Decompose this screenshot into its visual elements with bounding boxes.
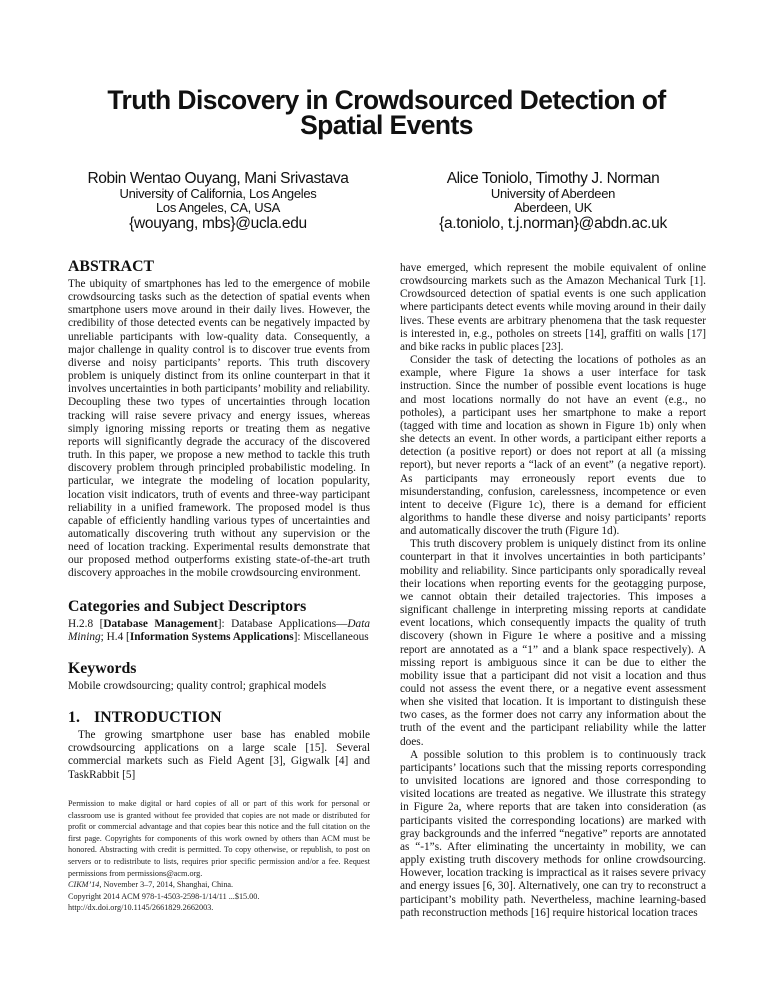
title-line-1: Truth Discovery in Crowdsourced Detection of: [107, 85, 666, 115]
paper-title: [60, 85, 713, 140]
author-affiliation: University of Aberdeen: [490, 186, 616, 201]
copyright-line: Copyright 2014 ACM 978-1-4503-2598-1/14/11 ...$15.00.: [68, 891, 260, 901]
abstract-text: The ubiquity of smartphones has led to the emergence of mobile crowdsourcing tasks such as the detection of spatial events when smartphone users move around in their daily lives. However, the credibility of those detected events can be negatively impacted by unreliable participants with low-quality data. Consequently, a major challenge in quality control is to discover true events from diverse and noisy participants’ reports. This truth discovery problem is uniquely distinct from its online counterpart in that it involves uncertainties in both participants’ mobility and reliability. Decoupling these two types of uncertainties through location tracking will raise severe privacy and energy issues, whereas simply ignoring missing reports or treating them as negative reports will significantly degrade the accuracy of the discovered truth. In this paper, we propose a new method to tackle this truth discovery problem through principled probabilistic modeling. In particular, we integrate the modeling of location popularity, location visit indicators, truth of events and three-way participant reliability in a unified framework. The proposed model is thus capable of efficiently handling various types of uncertainties and automatically discovering truth without any supervision or the need of location tracking. Experimental results demonstrate that our proposed method outperforms existing state-of-the-art truth discovery approaches in the mobile crowdsourcing environment.: [68, 278, 370, 580]
intro-paragraph-1-continued: have emerged, which represent the mobile equivalent of online crowdsourcing markets such as the Amazon Mechanical Turk [1]. Crowdsourced detection of spatial events is one such application where participants detect events while moving around in their daily lives. These events are arbitrary phenomena that the task requester is interested in, e.g., potholes on streets [14], graffiti on walls [17] and bike racks in public places [23].: [400, 262, 706, 353]
author-names: Alice Toniolo, Timothy J. Norman: [446, 170, 660, 187]
left-column: [68, 258, 370, 782]
doi-link[interactable]: http://dx.doi.org/10.1145/2661829.2662003.: [68, 903, 214, 913]
section-number: 1.: [68, 709, 81, 727]
intro-paragraph-2: Consider the task of detecting the locations of potholes as an example, where Figure 1a shows a user interface for task instruction. Since the number of possible event locations is huge and most locations normally do not have an event (e.g., no potholes), a participant uses her smartphone to make a report (tagged with time and location as shown in Figure 1b) only when she detects an event. In other words, a participant either reports a detection (a positive report) or does not report at all (a missing report), but never reports a “lack of an event” (a negative report). As participants may erroneously report events due to misunderstanding, confusion, carelessness, incompetence or even intent to deceive (Figure 1c), there is a demand for efficient algorithms to handle these diverse and noisy participants’ reports and automatically discover the truth (Figure 1d).: [400, 354, 706, 538]
author-names: Robin Wentao Ouyang, Mani Srivastava: [87, 170, 349, 187]
introduction-heading: [68, 709, 370, 727]
author-location: Aberdeen, UK: [513, 200, 593, 215]
right-column: [400, 262, 706, 920]
intro-paragraph-3: This truth discovery problem is uniquely distinct from its online counterpart in that it involves uncertainties in both participants’ mobility and reliability. Since participants only sporadically reveal their locations when reporting events for the geotagging purpose, we cannot obtain their detailed trajectories. This imposes a significant challenge in interpreting missing reports at candidate event locations, which consequently impacts the quality of truth discovery (shown in Figure 1e where a positive and a missing report are annotated as a “1” and a blank space respectively). A missing report is ambiguous since it can be due to either the mobility issue that a participant did not visit a location and thus could not assess the event there, or a negative event assessment when she visited that location. It is important to distinguish these two cases, as the former does not carry any information about the truth of the event and the participant reliability while the latter does.: [400, 538, 706, 748]
conference-line: CIKM’14, November 3–7, 2014, Shanghai, China.: [68, 880, 234, 890]
author-email: {a.toniolo, t.j.norman}@abdn.ac.uk: [439, 215, 667, 232]
keywords-text: Mobile crowdsourcing; quality control; graphical models: [68, 679, 327, 692]
title-line-2: Spatial Events: [300, 110, 473, 140]
categories-text: H.2.8 [Database Management]: Database Applications—Data Mining; H.4 [Information Systems Applications]: Miscellaneous: [68, 617, 370, 643]
author-block-aberdeen: [400, 170, 706, 232]
intro-paragraph-1: The growing smartphone user base has enabled mobile crowdsourcing applications on a large scale [15]. Several commercial markets such as Field Agent [3], Gigwalk [4] and TaskRabbit [5]: [68, 729, 370, 781]
permission-notice: Permission to make digital or hard copies of all or part of this work for personal or classroom use is granted without fee provided that copies are not made or distributed for profit or commercial advantage and that copies bear this notice and the full citation on the first page. Copyrights for components of this work owned by others than ACM must be honored. Abstracting with credit is permitted. To copy otherwise, or republish, to post on servers or to redistribute to lists, requires prior specific permission and/or a fee. Request permissions from permissions@acm.org.: [68, 799, 370, 878]
author-email: {wouyang, mbs}@ucla.edu: [129, 215, 307, 232]
author-location: Los Angeles, CA, USA: [155, 200, 281, 215]
abstract-heading: ABSTRACT: [68, 258, 155, 275]
section-title: INTRODUCTION: [94, 709, 222, 727]
copyright-footnote: [68, 798, 370, 914]
author-affiliation: University of California, Los Angeles: [119, 186, 317, 201]
author-block-ucla: [68, 170, 368, 232]
categories-heading: Categories and Subject Descriptors: [68, 597, 307, 615]
intro-paragraph-4: A possible solution to this problem is to continuously track participants’ locations such that the missing reports corresponding to unvisited locations are ignored and those corresponding to visited locations are treated as negative. We illustrate this strategy in Figure 2a, where reports that are taken into consideration (as participants visited the corresponding locations) are marked with gray backgrounds and the inferred “negative” reports are annotated as “-1”s. After eliminating the uncertainty in mobility, we can apply existing truth discovery methods for online crowdsourcing. However, location tracking is impractical as it raises severe privacy and energy issues [6, 30]. Alternatively, one can try to reconstruct a participant’s mobility path. Nevertheless, machine learning-based path reconstruction methods [16] require historical location traces: [400, 748, 706, 919]
keywords-heading: Keywords: [68, 659, 137, 677]
